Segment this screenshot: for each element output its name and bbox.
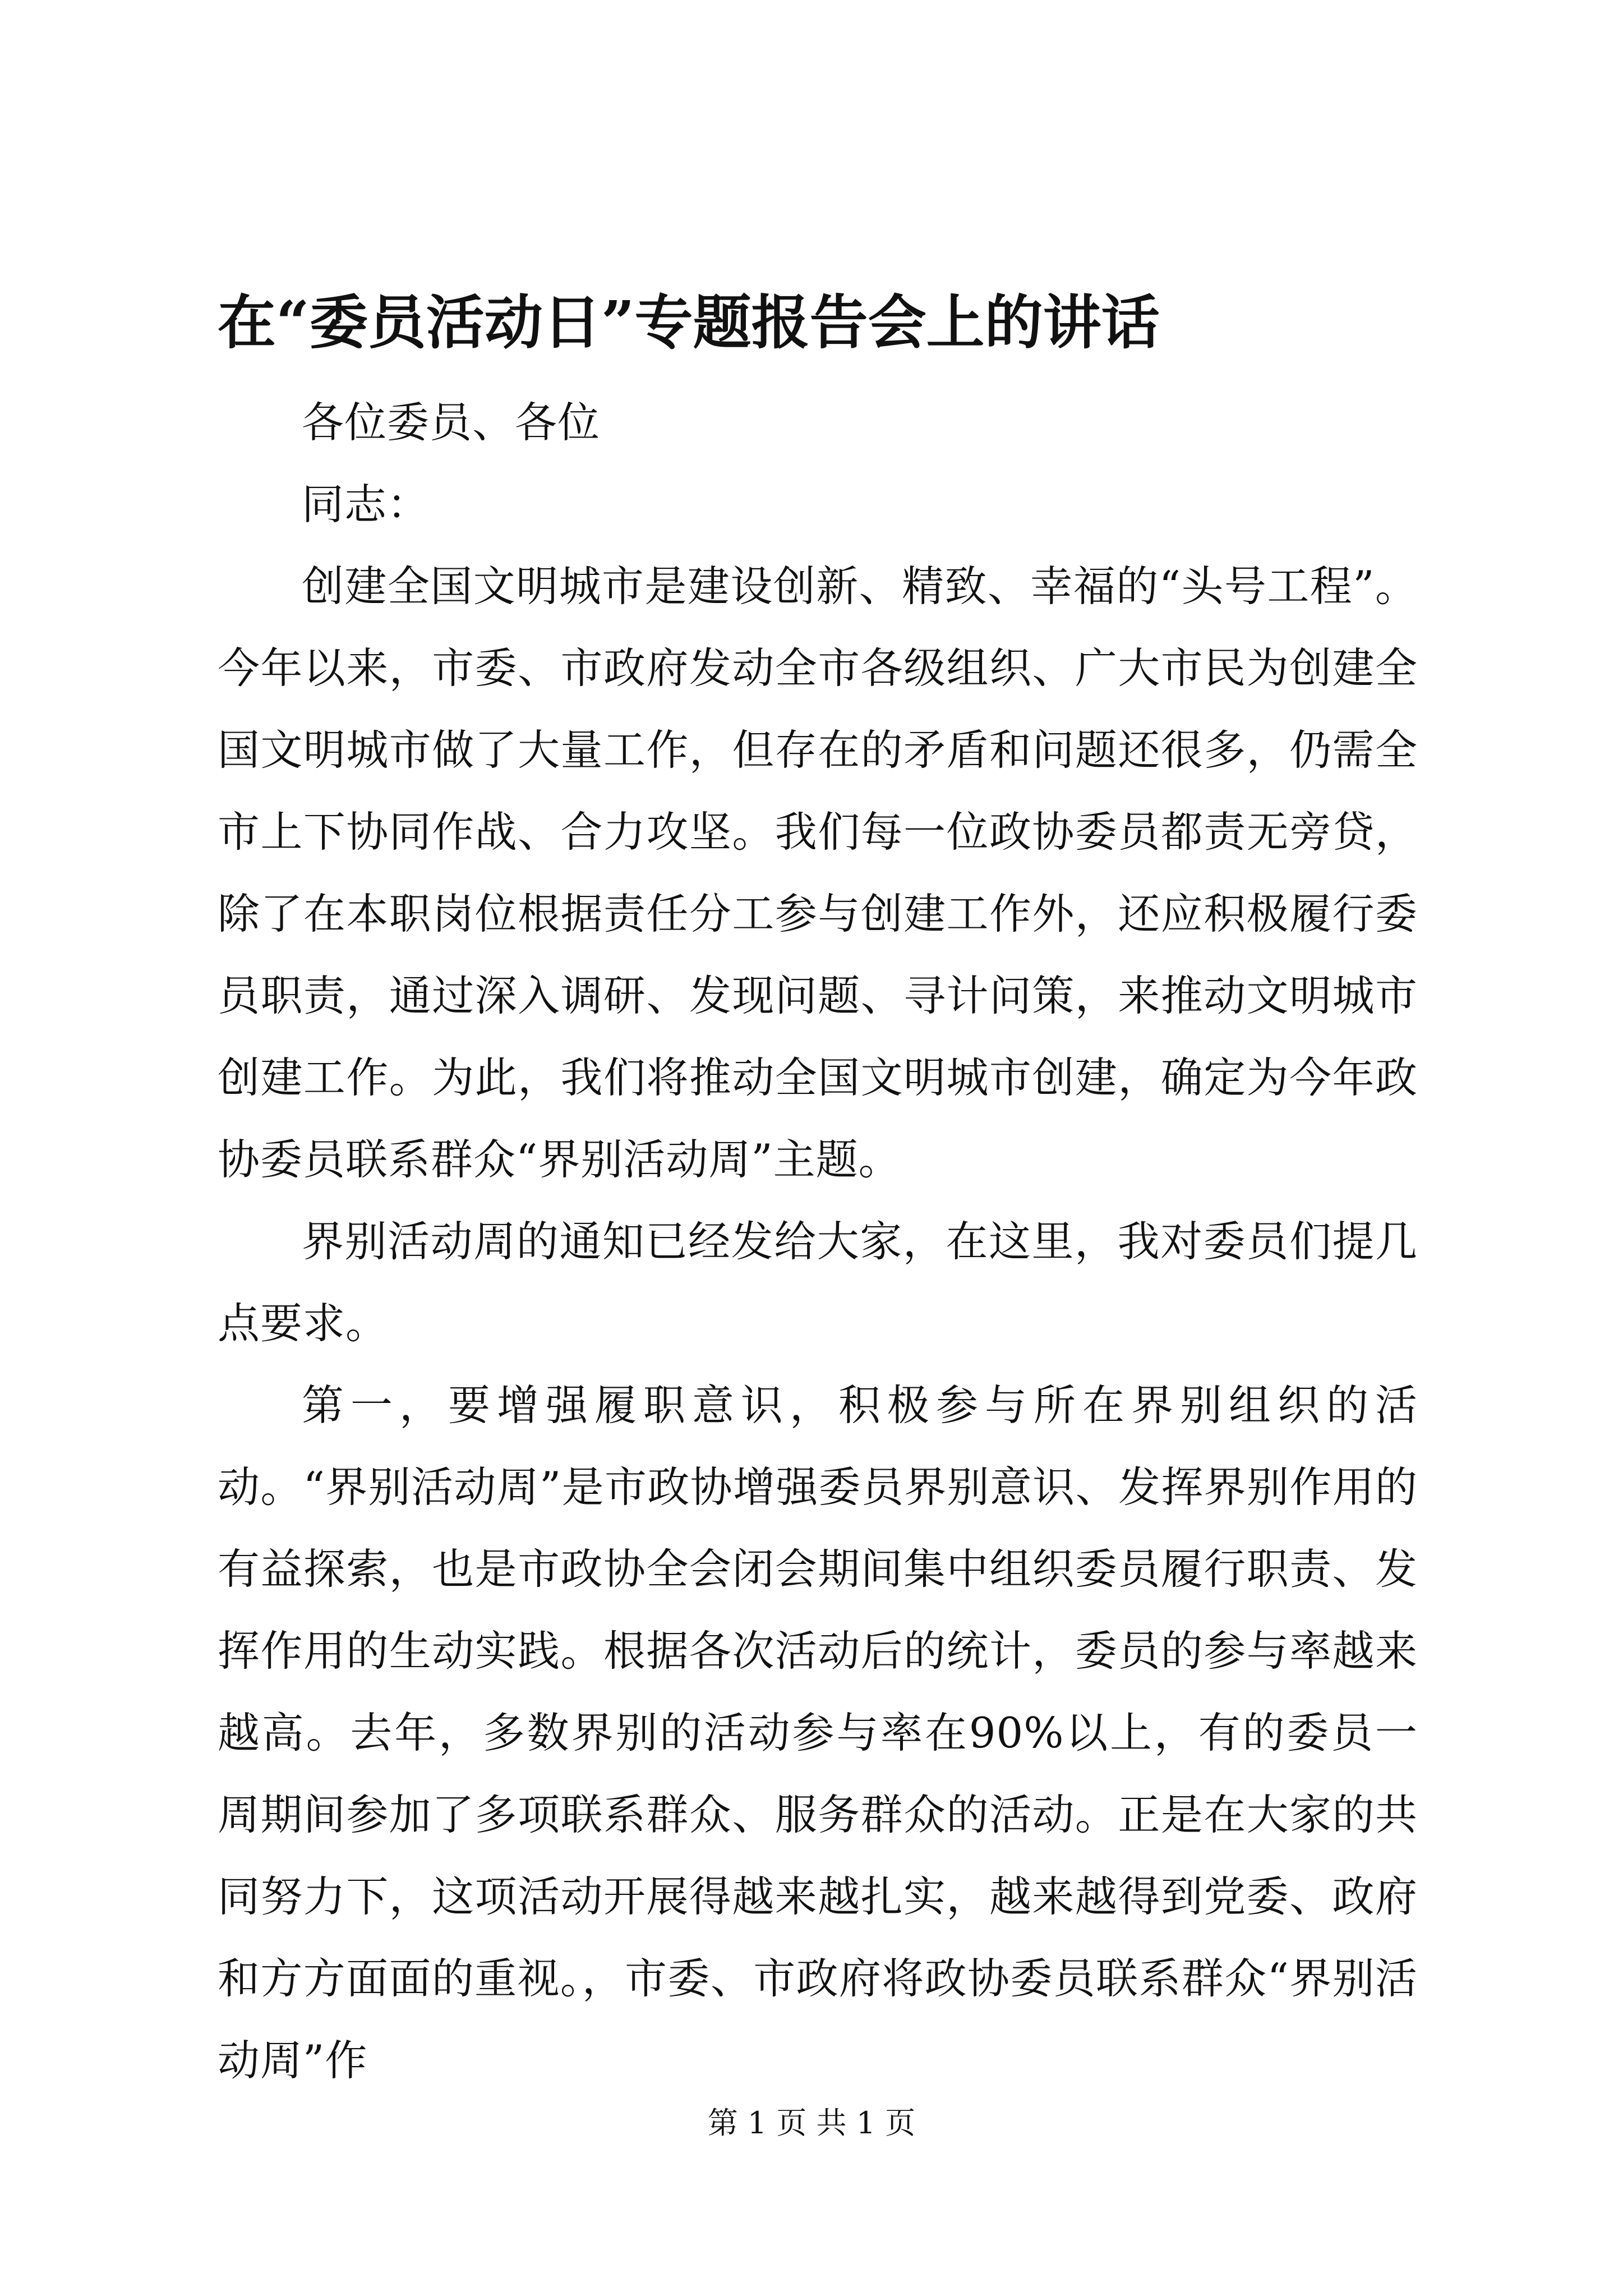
- paragraph-intro: 创建全国文明城市是建设创新、精致、幸福的“头号工程”。今年以来，市委、市政府发动全市各级组织、广大市民为创建全国文明城市做了大量工作，但存在的矛盾和问题还很多，仍需全市上下协同作战、合力攻坚。我们每一位政协委员都责无旁贷，除了在本职岗位根据责任分工参与创建工作外，还应积极履行委员职责，通过深入调研、发现问题、寻计问策，来推动文明城市创建工作。为此，我们将推动全国文明城市创建，确定为今年政协委员联系群众“界别活动周”主题。: [218, 562, 1418, 1184]
- document-title: 在“委员活动日”专题报告会上的讲话: [218, 288, 1160, 357]
- salutation-line-2: 同志：: [302, 480, 430, 529]
- paragraph-notice: 界别活动周的通知已经发给大家，在这里，我对委员们提几点要求。: [218, 1217, 1418, 1348]
- paragraph-first-requirement: 第一，要增强履职意识，积极参与所在界别组织的活动。“界别活动周”是市政协增强委员界别意识、发挥界别作用的有益探索，也是市政协全会闭会期间集中组织委员履行职责、发挥作用的生动实践。根据各次活动后的统计，委员的参与率越来越高。去年，多数界别的活动参与率在90%以上，有的委员一周期间参加了多项联系群众、服务群众的活动。正是在大家的共同努力下，这项活动开展得越来越扎实，越来越得到党委、政府和方方面面的重视。，市委、市政府将政协委员联系群众“界别活动周”作: [218, 1381, 1418, 2085]
- page-number-footer: 第 1 页 共 1 页: [707, 2105, 916, 2141]
- document-body: [218, 381, 1418, 2101]
- salutation-line-1: 各位委员、各位: [302, 398, 601, 447]
